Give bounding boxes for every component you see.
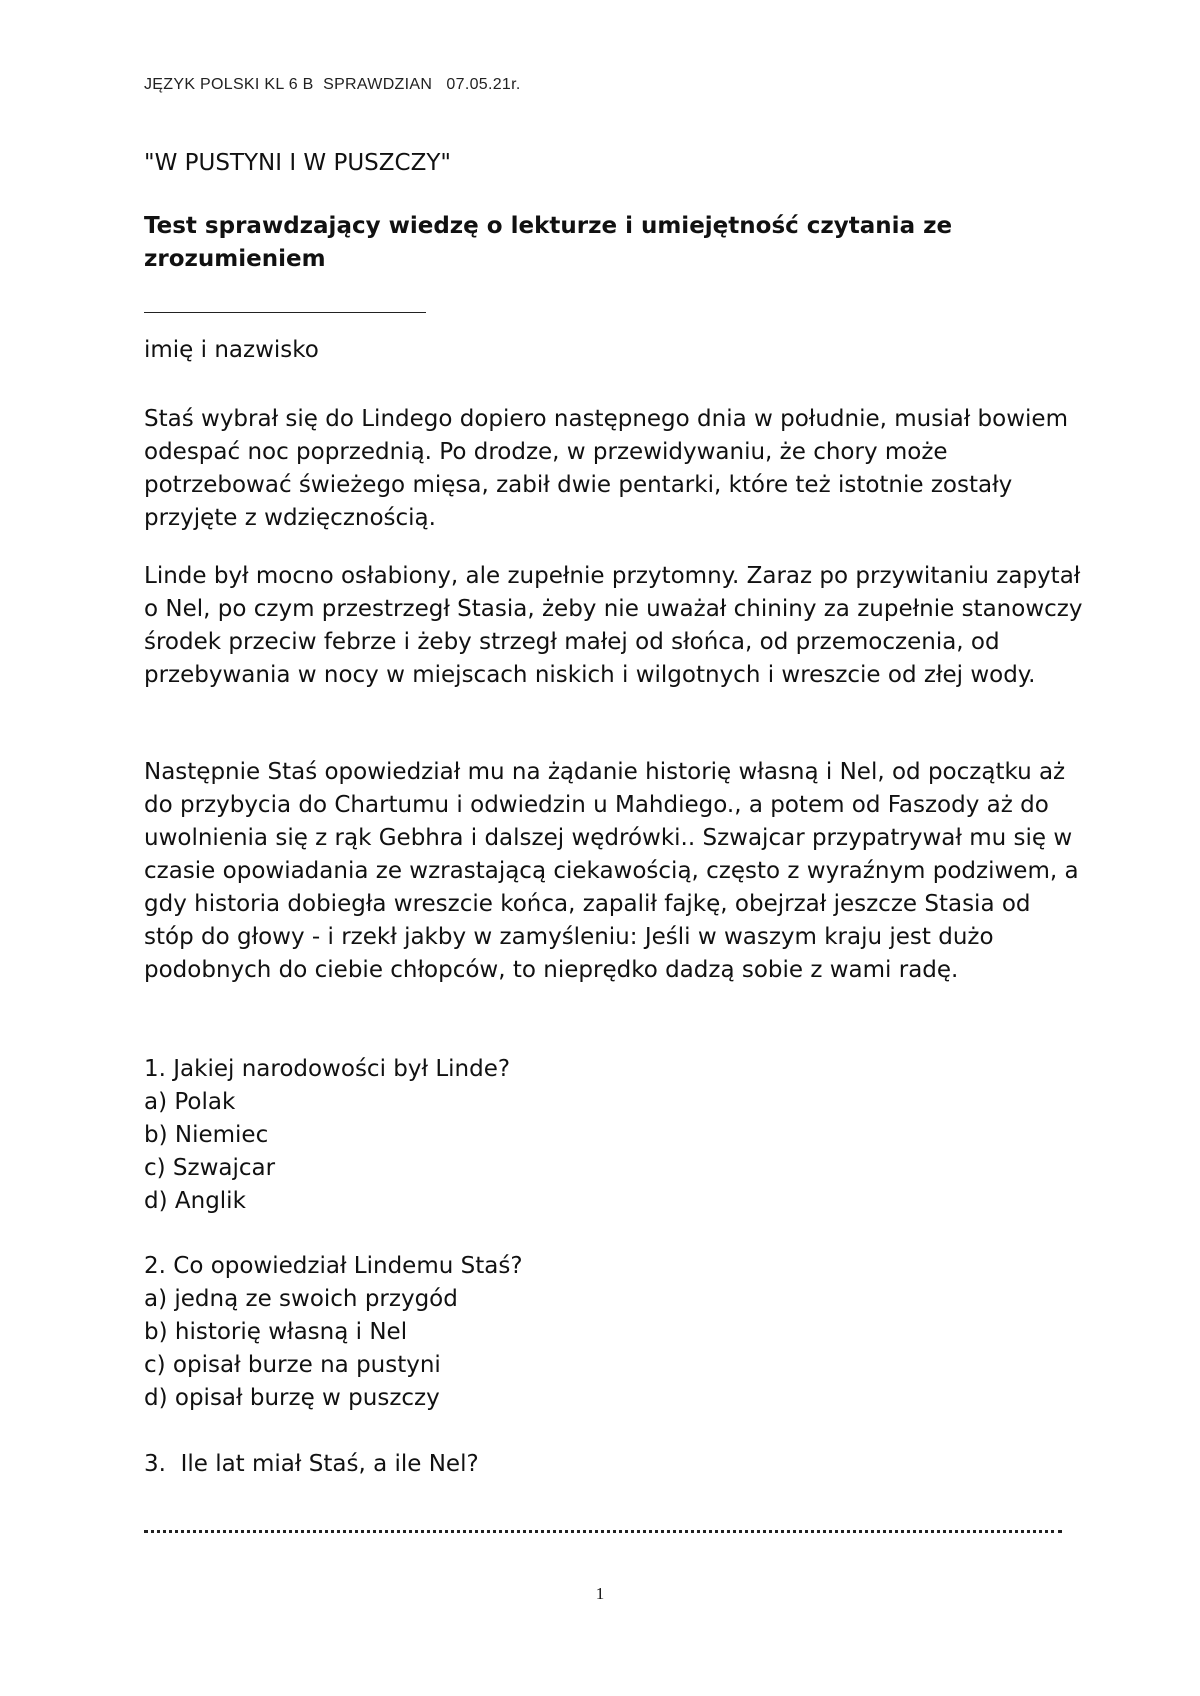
paragraph-1 <box>144 403 1084 535</box>
question-text: 1. Jakiej narodowości był Linde? <box>144 1056 511 1082</box>
question-2 <box>144 1250 523 1415</box>
answer-option: c) Szwajcar <box>144 1155 276 1181</box>
paragraph-text: Następnie Staś opowiedział mu na żądanie historię własną i Nel, od początku aż do przybycia do Chartumu i odwiedzin u Mahdiego., a potem od Faszody aż do uwolnienia się z rąk Gebhra i dalszej wędrówki.. Szwajcar przypatrywał mu się w czasie opowiadania ze wzrastającą ciekawością, często z wyraźnym podziwem, a gdy historia dobiegła wreszcie końca, zapalił fajkę, obejrzał jeszcze Stasia od stóp do głowy - i rzekł jakby w zamyśleniu: Jeśli w waszym kraju jest dużo podobnych do ciebie chłopców, to nieprędko dadzą sobie z wami radę. <box>144 759 1079 983</box>
paragraph-3 <box>144 756 1084 987</box>
document-title: "W PUSTYNI I W PUSZCZY" <box>144 150 451 176</box>
question-text: 2. Co opowiedział Lindemu Staś? <box>144 1253 523 1279</box>
name-label: imię i nazwisko <box>144 337 319 363</box>
page-number: 1 <box>595 1584 605 1603</box>
answer-option: d) Anglik <box>144 1188 246 1214</box>
document-subtitle: Test sprawdzający wiedzę o lekturze i umiejętność czytania ze zrozumieniem <box>144 213 953 272</box>
question-1 <box>144 1053 510 1218</box>
answer-option: b) Niemiec <box>144 1122 269 1148</box>
answer-option: c) opisał burze na pustyni <box>144 1352 441 1378</box>
paragraph-text: Staś wybrał się do Lindego dopiero następnego dnia w południe, musiał bowiem odespać noc poprzednią. Po drodze, w przewidywaniu, że chory może potrzebować świeżego mięsa, zabił dwie pentarki, które też istotnie zostały przyjęte z wdzięcznością. <box>144 406 1068 531</box>
page-header: JĘZYK POLSKI KL 6 B SPRAWDZIAN 07.05.21r. <box>144 76 521 93</box>
answer-option: d) opisał burzę w puszczy <box>144 1385 440 1411</box>
question-3 <box>144 1448 479 1481</box>
name-underline <box>144 312 426 313</box>
answer-dotted-line <box>144 1530 1062 1533</box>
paragraph-text: Linde był mocno osłabiony, ale zupełnie przytomny. Zaraz po przywitaniu zapytał o Nel, po czym przestrzegł Stasia, żeby nie uważał chininy za zupełnie stanowczy środek przeciw febrze i żeby strzegł małej od słońca, od przemoczenia, od przebywania w nocy w miejscach niskich i wilgotnych i wreszcie od złej wody. <box>144 563 1083 688</box>
answer-option: a) jedną ze swoich przygód <box>144 1286 458 1312</box>
paragraph-2 <box>144 560 1084 692</box>
question-text: 3. Ile lat miał Staś, a ile Nel? <box>144 1451 479 1477</box>
answer-option: a) Polak <box>144 1089 236 1115</box>
answer-option: b) historię własną i Nel <box>144 1319 408 1345</box>
